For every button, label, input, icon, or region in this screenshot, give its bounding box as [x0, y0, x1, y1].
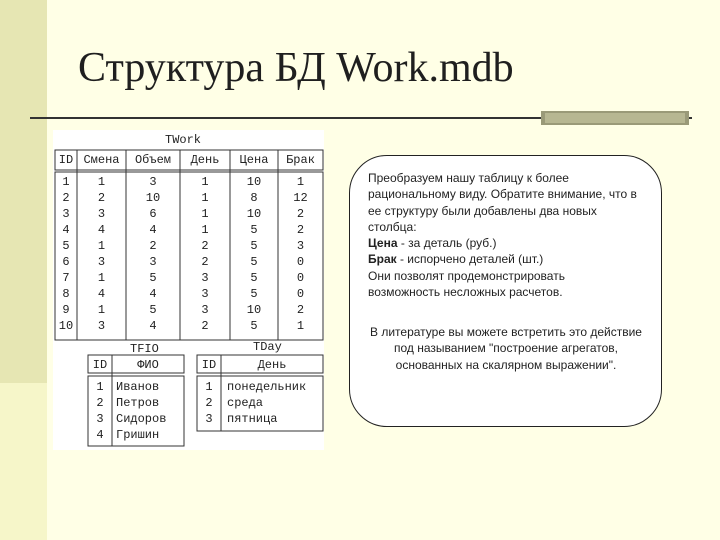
twork-cell: 1 — [201, 207, 209, 221]
twork-cell: 1 — [62, 175, 70, 189]
twork-cell: 4 — [149, 223, 157, 237]
twork-cell: 10 — [145, 191, 161, 205]
database-schema-figure — [53, 130, 324, 450]
twork-cell: 2 — [97, 191, 106, 205]
twork-header-cell: Объем — [134, 153, 171, 167]
tday-cell: 2 — [205, 396, 213, 410]
tfio-cell: 4 — [96, 428, 104, 442]
twork-cell: 1 — [97, 271, 106, 285]
tfio-caption: TFIO — [130, 342, 159, 356]
twork-cell: 6 — [149, 207, 157, 221]
twork-cell: 10 — [246, 303, 262, 317]
tfio-cell: Гришин — [116, 428, 160, 442]
twork-cell: 3 — [62, 207, 70, 221]
twork-cell: 5 — [149, 303, 157, 317]
callout-paragraph-2: В литературе вы можете встретить это действие под называнием "построение агрегатов, основанных на скалярном выражении". — [370, 325, 642, 372]
twork-cell: 10 — [246, 175, 262, 189]
tday-header-cell: День — [257, 358, 287, 372]
twork-cell: 2 — [296, 223, 305, 237]
slide-title: Структура БД Work.mdb — [78, 45, 514, 91]
tday-caption: TDay — [253, 340, 282, 354]
twork-cell: 4 — [149, 287, 157, 301]
twork-header-cell: Цена — [239, 153, 269, 167]
twork-cell: 4 — [97, 287, 106, 301]
twork-cell: 3 — [201, 271, 209, 285]
divider-accent-inner — [545, 113, 685, 123]
tfio-cell: Иванов — [116, 380, 160, 394]
twork-cell: 10 — [58, 319, 74, 333]
title-divider — [30, 117, 540, 119]
tfio-cell: Петров — [116, 396, 160, 410]
twork-cell: 5 — [250, 239, 258, 253]
tfio-cell: Сидоров — [116, 412, 167, 426]
twork-cell: 3 — [201, 287, 209, 301]
defect-desc: - испорчено деталей (шт.) — [396, 252, 544, 267]
twork-cell: 3 — [97, 319, 106, 333]
twork-cell: 5 — [250, 271, 258, 285]
twork-cell: 10 — [246, 207, 262, 221]
twork-cell: 9 — [62, 303, 70, 317]
twork-cell: 1 — [201, 191, 209, 205]
twork-cell: 7 — [62, 271, 70, 285]
tfio-header-cell: ФИО — [137, 358, 159, 372]
twork-header-cell: ID — [58, 153, 74, 167]
callout-outro: Они позволят продемонстрировать возможность несложных расчетов. — [368, 268, 565, 300]
twork-cell: 3 — [149, 175, 157, 189]
tday-cell: пятница — [227, 412, 278, 426]
twork-cell: 2 — [296, 207, 305, 221]
left-sidebar-accent — [0, 0, 47, 383]
twork-cell: 5 — [62, 239, 70, 253]
twork-cell: 6 — [62, 255, 70, 269]
callout-intro: Преобразуем нашу таблицу к более рациональному виду. Обратите внимание, что в ее структуру были добавлены два новых столбца: — [368, 171, 637, 234]
twork-cell: 4 — [149, 319, 157, 333]
twork-header-cell: День — [190, 153, 220, 167]
twork-cell: 3 — [149, 255, 157, 269]
tday-header-cell: ID — [201, 358, 217, 372]
explanation-callout — [349, 155, 662, 427]
defect-term: Брак — [368, 252, 397, 267]
twork-cell: 2 — [201, 255, 209, 269]
twork-cell: 4 — [62, 223, 70, 237]
twork-cell: 8 — [62, 287, 70, 301]
twork-cell: 5 — [149, 271, 157, 285]
tfio-cell: 1 — [96, 380, 104, 394]
twork-cell: 3 — [201, 303, 209, 317]
twork-cell: 0 — [296, 287, 305, 301]
twork-cell: 5 — [250, 287, 258, 301]
tday-cell: среда — [227, 396, 264, 410]
twork-cell: 1 — [296, 175, 305, 189]
twork-cell: 1 — [201, 175, 209, 189]
twork-cell: 2 — [201, 319, 209, 333]
twork-cell: 2 — [62, 191, 70, 205]
tday-cell: 1 — [205, 380, 213, 394]
twork-cell: 0 — [296, 255, 305, 269]
tday-cell: 3 — [205, 412, 213, 426]
tfio-cell: 3 — [96, 412, 104, 426]
twork-cell: 4 — [97, 223, 106, 237]
twork-header-cell: Брак — [286, 153, 315, 167]
twork-cell: 3 — [97, 255, 106, 269]
twork-cell: 5 — [250, 319, 258, 333]
twork-cell: 5 — [250, 223, 258, 237]
twork-cell: 3 — [296, 239, 305, 253]
tday-cell: понедельник — [227, 380, 307, 394]
twork-header-cell: Смена — [83, 153, 120, 167]
price-term: Цена — [368, 236, 398, 251]
twork-cell: 0 — [296, 271, 305, 285]
twork-cell: 1 — [97, 303, 106, 317]
callout-paragraph-1 — [368, 170, 638, 300]
twork-cell: 1 — [97, 175, 106, 189]
twork-cell: 3 — [97, 207, 106, 221]
tfio-cell: 2 — [96, 396, 104, 410]
twork-cell: 2 — [201, 239, 209, 253]
twork-cell: 2 — [149, 239, 157, 253]
twork-caption: TWork — [165, 133, 202, 147]
twork-cell: 5 — [250, 255, 258, 269]
tfio-header-cell: ID — [92, 358, 108, 372]
twork-cell: 12 — [293, 191, 308, 205]
twork-cell: 1 — [97, 239, 106, 253]
twork-cell: 1 — [296, 319, 305, 333]
twork-cell: 2 — [296, 303, 305, 317]
twork-cell: 1 — [201, 223, 209, 237]
twork-cell: 8 — [250, 191, 258, 205]
price-desc: - за деталь (руб.) — [397, 236, 497, 251]
